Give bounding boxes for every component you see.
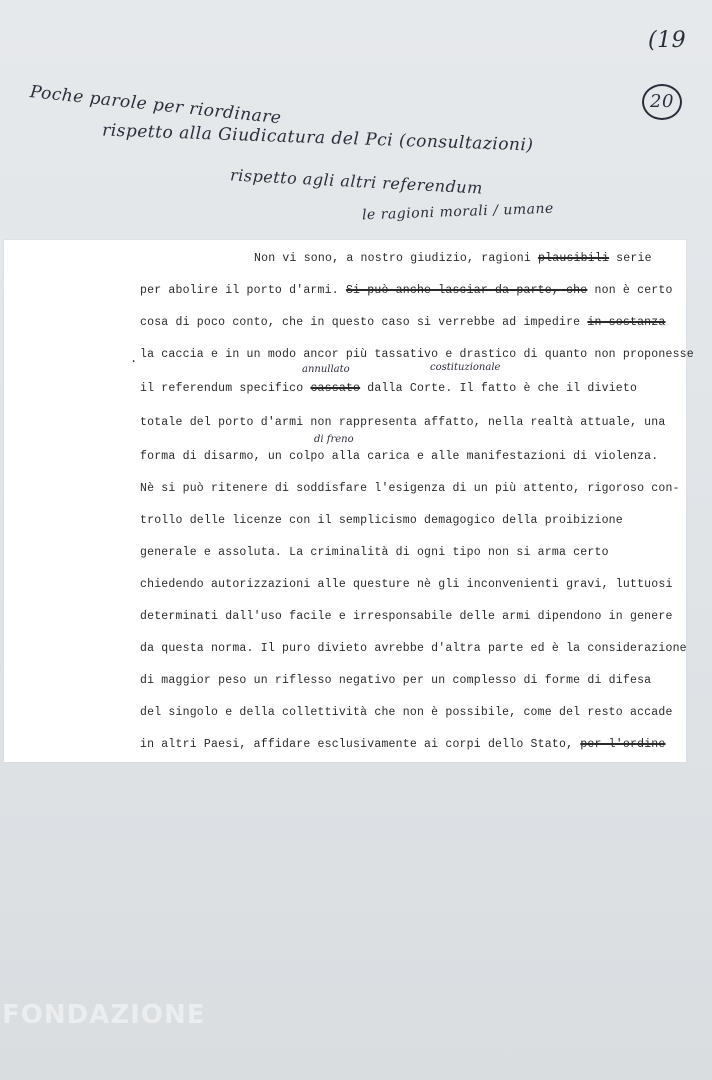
text-line-14: di maggior peso un riflesso negativo per un complesso di forme di difesa	[140, 674, 652, 687]
handwritten-note-3: rispetto agli altri referendum	[229, 165, 484, 198]
struck-phrase: Si può anche lasciar da parte, che	[345, 284, 588, 297]
text-line-8: Nè si può ritenere di soddisfare l'esigenza di un più attento, rigoroso con-	[140, 482, 680, 495]
interlinear-di-freno: di freno	[314, 434, 354, 445]
text-line-7: forma di disarmo, un colpo alla carica e alle manifestazioni di violenza.	[140, 450, 659, 463]
struck-word: in sostanza	[587, 316, 666, 329]
text-line-9: trollo delle licenze con il semplicismo demagogico della proibizione	[140, 514, 623, 527]
text-line-13: da questa norma. Il puro divieto avrebbe d'altra parte ed è la considerazione	[140, 642, 687, 655]
struck-word: plausibili	[538, 252, 610, 265]
handwritten-note-1: Poche parole per riordinare	[28, 82, 283, 129]
interlinear-annullato: annullato	[302, 364, 350, 375]
old-page-number: (19	[648, 28, 687, 53]
interlinear-costituzionale: costituzionale	[430, 362, 501, 373]
text-line-5: il referendum specifico cassato dalla Corte. Il fatto è che il divieto	[140, 382, 638, 395]
text-line-6: totale del porto d'armi non rappresenta affatto, nella realtà attuale, una	[140, 416, 666, 429]
handwritten-note-4-text: le ragioni morali / umane	[361, 200, 555, 224]
text-line-3: cosa di poco conto, che in questo caso si verrebbe ad impedire in sostanza	[140, 316, 666, 329]
text-line-15: del singolo e della collettività che non è possibile, come del resto accade	[140, 706, 673, 719]
text-line-1: Non vi sono, a nostro giudizio, ragioni plausibili serie	[254, 252, 652, 265]
text-line-16: in altri Paesi, affidare esclusivamente ai corpi dello Stato, per l'ordine	[140, 738, 666, 751]
archive-watermark: FONDAZIONE	[2, 1000, 206, 1030]
text-line-10: generale e assoluta. La criminalità di ogni tipo non si arma certo	[140, 546, 609, 559]
text-line-12: determinati dall'uso facile e irresponsabile delle armi dipendono in genere	[140, 610, 673, 623]
text-line-4: la caccia e in un modo ancor più tassativo e drastico di quanto non proponesse	[140, 348, 694, 361]
page-number-circled: 20	[642, 84, 682, 120]
margin-dot: .	[130, 352, 138, 366]
struck-phrase: per l'ordine	[580, 738, 666, 751]
text-line-2: per abolire il porto d'armi. Si può anche lasciar da parte, che non è certo	[140, 284, 673, 297]
handwritten-note-2: rispetto alla Giudicatura del Pci (consultazioni)	[101, 120, 534, 156]
text-line-11: chiedendo autorizzazioni alle questure nè gli inconvenienti gravi, luttuosi	[140, 578, 673, 591]
typed-text-block	[4, 240, 694, 762]
struck-word: cassato	[310, 382, 361, 395]
handwritten-note-4	[362, 201, 554, 224]
